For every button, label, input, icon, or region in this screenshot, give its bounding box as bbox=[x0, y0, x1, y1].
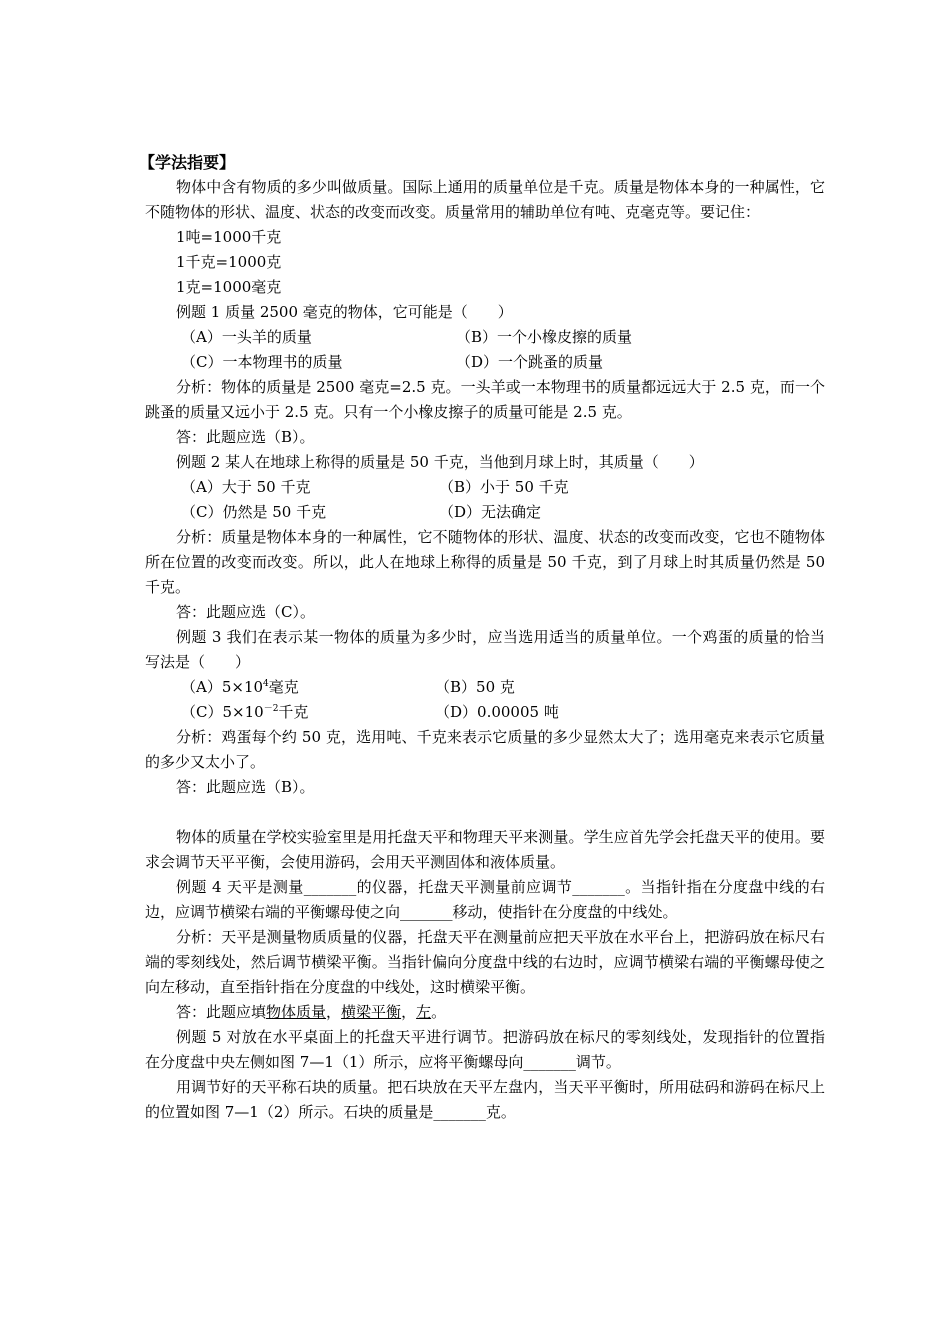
example-3-options-row-2 bbox=[145, 700, 825, 725]
option-c-base: （C）5×10 bbox=[181, 703, 264, 721]
option-c-unit: 千克 bbox=[278, 703, 309, 721]
option-a-base: （A）5×10 bbox=[181, 678, 264, 696]
option-c: （C）一本物理书的质量 bbox=[181, 353, 343, 371]
option-b: （B）一个小橡皮擦的质量 bbox=[456, 328, 633, 346]
example-2-question: 例题 2 某人在地球上称得的质量是 50 千克，当他到月球上时，其质量（ ） bbox=[176, 453, 704, 471]
example-1-options-row-1 bbox=[145, 325, 825, 350]
option-a-unit: 毫克 bbox=[268, 678, 299, 696]
answer-separator-2: ， bbox=[401, 1003, 417, 1021]
example-1-answer: 答：此题应选（B）。 bbox=[176, 428, 315, 446]
example-4-question: 例题 4 天平是测量_______的仪器，托盘天平测量前应调节_______。当指针指在分度盘中线的右边，应调节横梁右端的平衡螺母使之向_______移动，使指针在分度盘的中线处。 bbox=[145, 878, 825, 921]
option-d: （D）一个跳蚤的质量 bbox=[456, 353, 604, 371]
example-1-options-row-2 bbox=[145, 350, 825, 375]
answer-blank-3: 左 bbox=[416, 1003, 432, 1021]
example-1-analysis: 分析：物体的质量是 2500 毫克=2.5 克。一头羊或一本物理书的质量都远远大于 2.5 克，而一个跳蚤的质量又远小于 2.5 克。只有一个小橡皮擦子的质量可能是 2.5 克。 bbox=[145, 378, 825, 421]
example-3-question: 例题 3 我们在表示某一物体的质量为多少时，应当选用适当的质量单位。一个鸡蛋的质量的恰当写法是（ ） bbox=[145, 628, 825, 671]
example-3-options-row-1 bbox=[145, 675, 825, 700]
unit-line-1: 1吨=1000千克 bbox=[176, 228, 282, 246]
option-a-exponent: 4 bbox=[263, 679, 269, 689]
example-1-question: 例题 1 质量 2500 毫克的物体，它可能是（ ） bbox=[176, 303, 513, 321]
answer-blank-1: 物体质量 bbox=[266, 1003, 327, 1021]
example-3-analysis: 分析：鸡蛋每个约 50 克，选用吨、千克来表示它质量的多少显然太大了；选用毫克来表示它质量的多少又太小了。 bbox=[145, 728, 825, 771]
answer-blank-2: 横梁平衡 bbox=[341, 1003, 402, 1021]
option-b: （B）小于 50 千克 bbox=[439, 478, 569, 496]
answer-separator-1: ， bbox=[326, 1003, 342, 1021]
option-b: （B）50 克 bbox=[435, 678, 515, 696]
example-5-question-part-2: 用调节好的天平称石块的质量。把石块放在天平左盘内，当天平平衡时，所用砝码和游码在标尺上的位置如图 7—1（2）所示。石块的质量是_______克。 bbox=[145, 1078, 825, 1121]
unit-line-3: 1克=1000毫克 bbox=[176, 278, 282, 296]
example-2-analysis: 分析：质量是物体本身的一种属性，它不随物体的形状、温度、状态的改变而改变，它也不随物体所在位置的改变而改变。所以，此人在地球上称得的质量是 50 千克，到了月球上时其质量仍然是 50 千克。 bbox=[145, 528, 825, 596]
section-heading: 【学法指要】 bbox=[139, 153, 236, 172]
example-4-answer bbox=[145, 1000, 825, 1025]
unit-line-2: 1千克=1000克 bbox=[176, 253, 282, 271]
option-d: （D）0.00005 吨 bbox=[435, 703, 559, 721]
answer-prefix: 答：此题应填 bbox=[176, 1003, 267, 1021]
balance-intro-paragraph: 物体的质量在学校实验室里是用托盘天平和物理天平来测量。学生应首先学会托盘天平的使用。要求会调节天平平衡，会使用游码，会用天平测固体和液体质量。 bbox=[145, 828, 825, 871]
example-5-question: 例题 5 对放在水平桌面上的托盘天平进行调节。把游码放在标尺的零刻线处，发现指针的位置指在分度盘中央左侧如图 7—1（1）所示，应将平衡螺母向_______调节。 bbox=[145, 1028, 825, 1071]
document-body bbox=[139, 150, 825, 1125]
option-a: （A）一头羊的质量 bbox=[181, 328, 312, 346]
option-c: （C）仍然是 50 千克 bbox=[181, 503, 327, 521]
option-d: （D）无法确定 bbox=[439, 503, 542, 521]
example-2-answer: 答：此题应选（C）。 bbox=[176, 603, 315, 621]
answer-end: 。 bbox=[431, 1003, 447, 1021]
option-c-exponent: －2 bbox=[263, 704, 279, 714]
example-3-answer: 答：此题应选（B）。 bbox=[176, 778, 315, 796]
option-c bbox=[181, 700, 435, 725]
example-2-options-row-1 bbox=[145, 475, 825, 500]
intro-paragraph: 物体中含有物质的多少叫做质量。国际上通用的质量单位是千克。质量是物体本身的一种属性，它不随物体的形状、温度、状态的改变而改变。质量常用的辅助单位有吨、克毫克等。要记住： bbox=[145, 178, 825, 221]
option-a: （A）大于 50 千克 bbox=[181, 478, 311, 496]
option-a bbox=[181, 675, 435, 700]
example-2-options-row-2 bbox=[145, 500, 825, 525]
example-4-analysis: 分析：天平是测量物质质量的仪器，托盘天平在测量前应把天平放在水平台上，把游码放在标尺右端的零刻线处，然后调节横梁平衡。当指针偏向分度盘中线的右边时，应调节横梁右端的平衡螺母使之向左移动，直至指针指在分度盘的中线处，这时横梁平衡。 bbox=[145, 928, 825, 996]
blank-line bbox=[145, 800, 825, 825]
